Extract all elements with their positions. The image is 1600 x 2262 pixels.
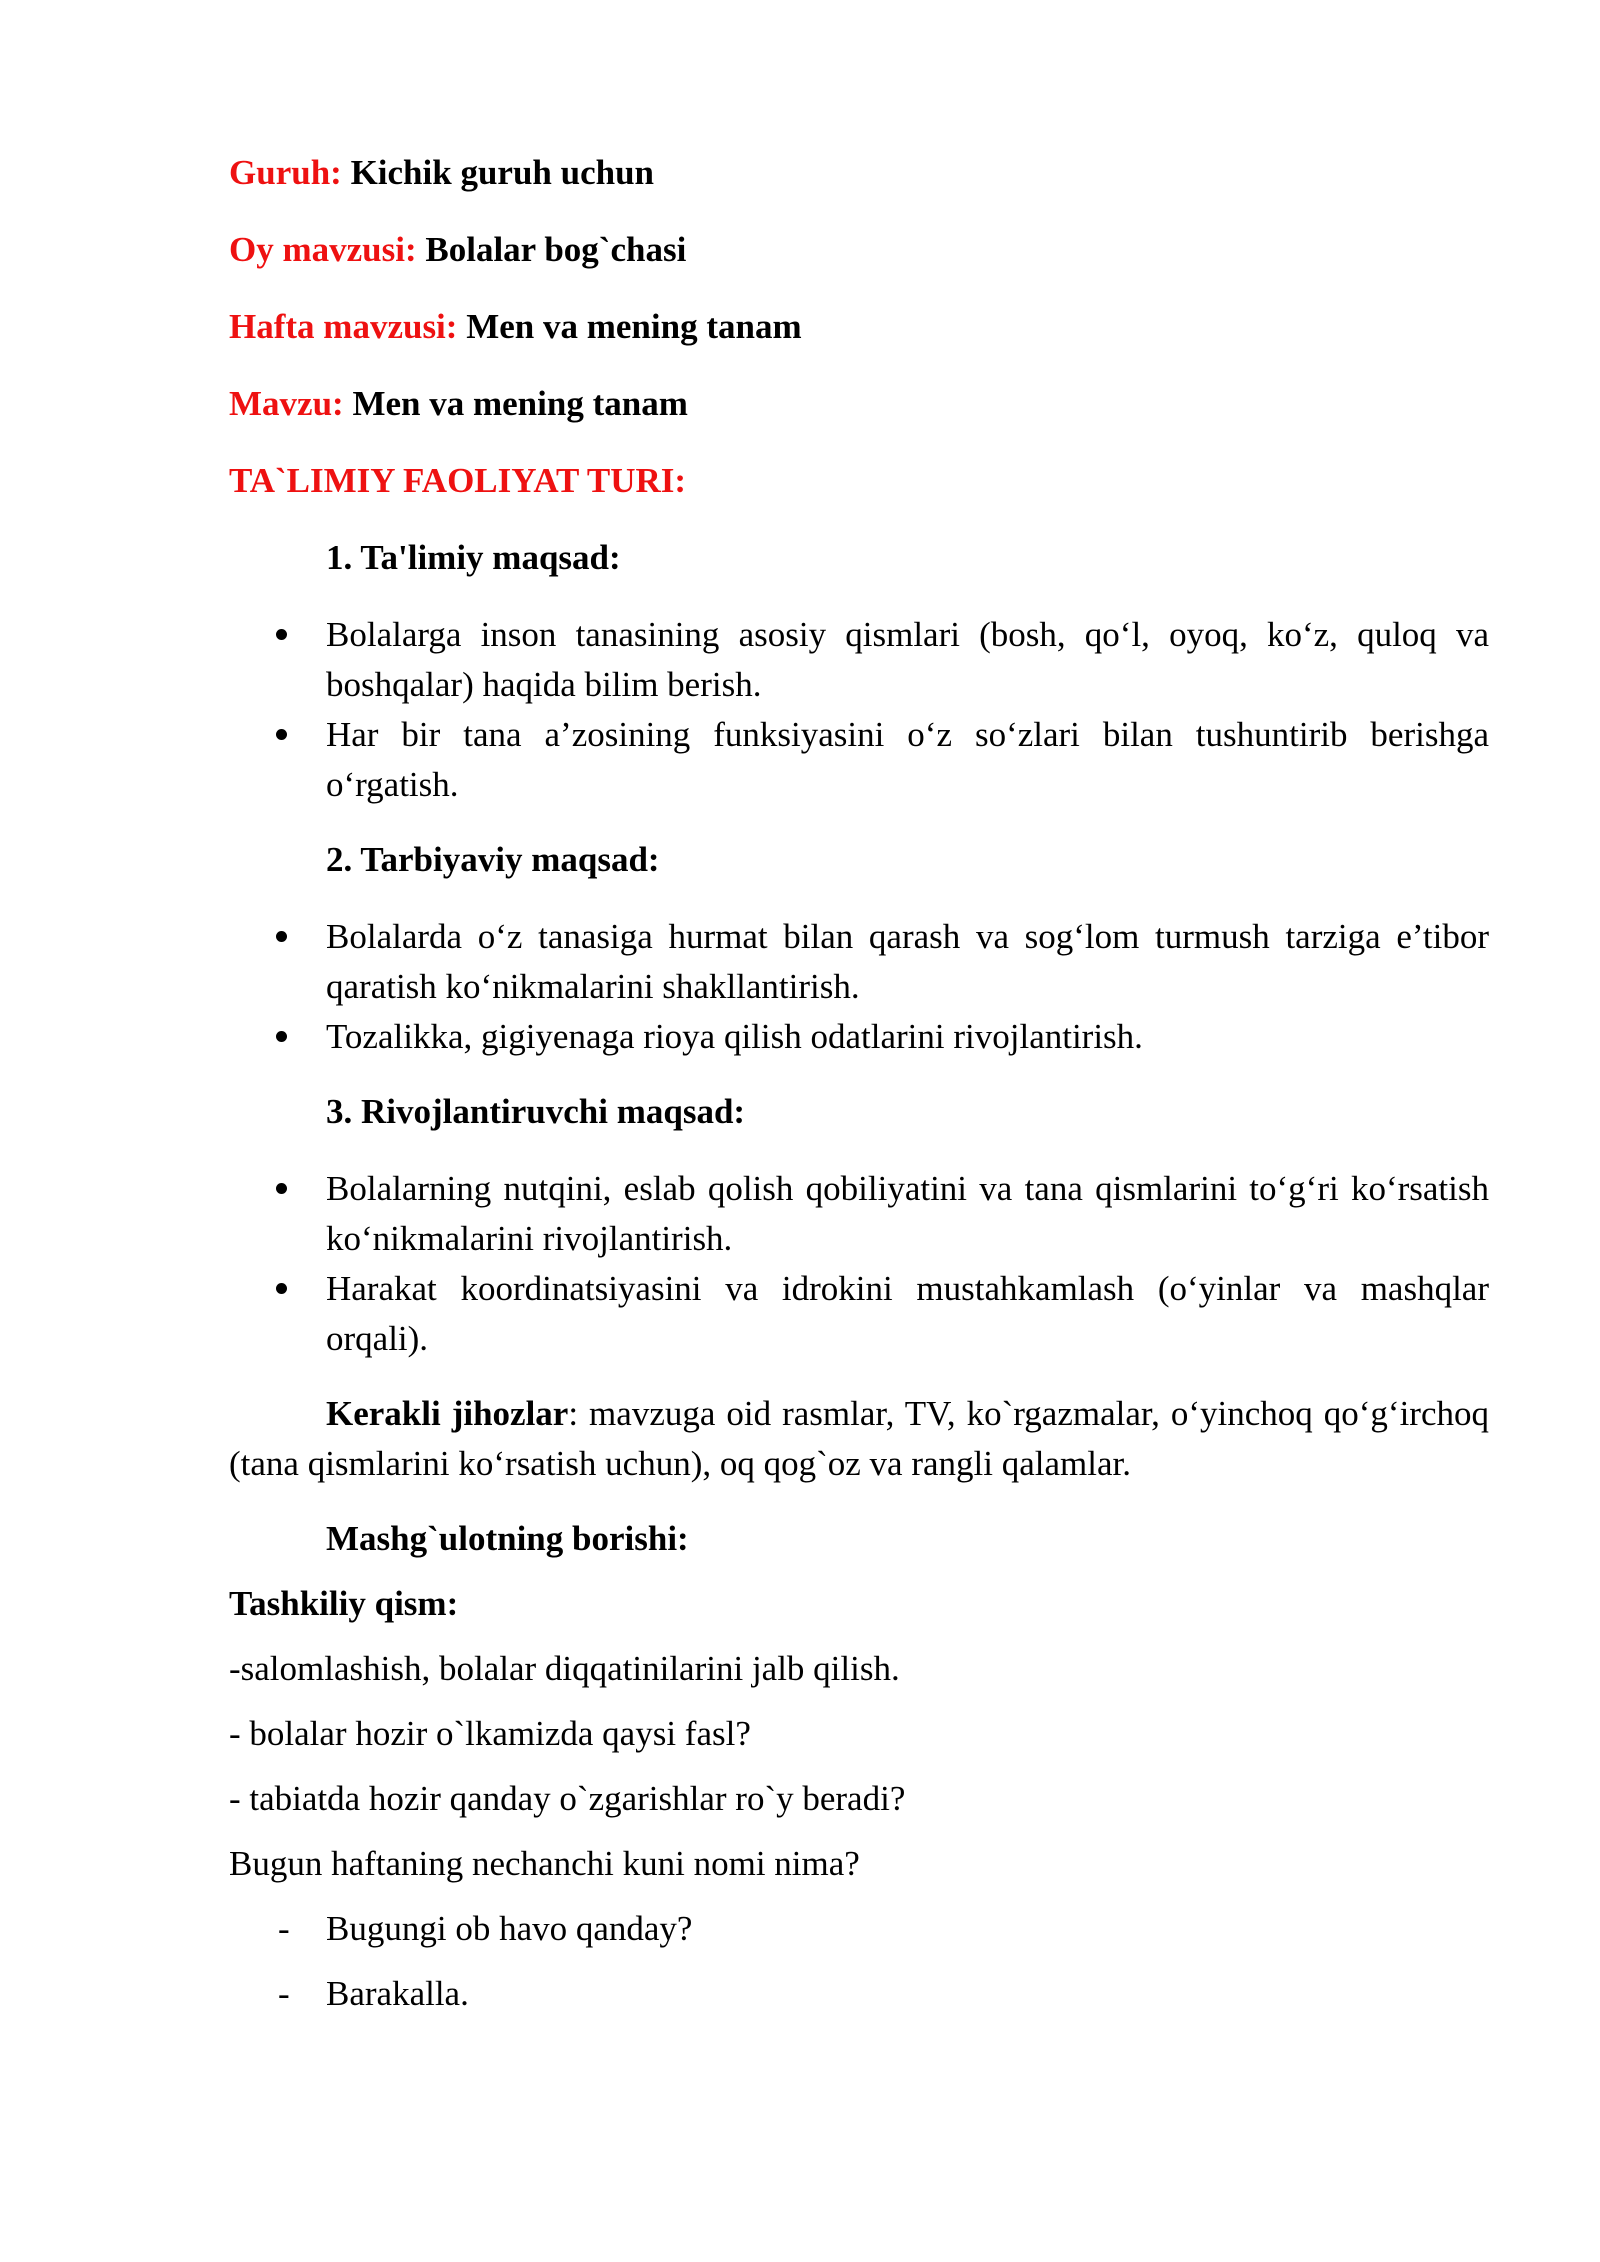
list-item [229, 1904, 1489, 1969]
list-item-text: Bolalarga inson tanasining asosiy qismlari (bosh, qo‘l, oyoq, ko‘z, quloq va boshqalar) haqida bilim berish. [326, 615, 1489, 704]
equipment-label: Kerakli jihozlar [326, 1394, 569, 1433]
list-item-text: Bolalarning nutqini, eslab qolish qobiliyatini va tana qismlarini to‘g‘ri ko‘rsatish ko‘nikmalarini rivojlantirish. [326, 1169, 1489, 1258]
topic-line [229, 379, 1489, 456]
course-heading: Mashg`ulotning borishi: [326, 1519, 689, 1558]
org-line: -salomlashish, bolalar diqqatinilarini jalb qilish. [229, 1649, 900, 1688]
objective-list-educational [229, 610, 1489, 810]
group-label: Guruh: [229, 153, 342, 192]
month-topic-value: Bolalar bog`chasi [425, 230, 687, 269]
week-topic-value: Men va mening tanam [466, 307, 802, 346]
org-line: - tabiatda hozir qanday o`zgarishlar ro`y beradi? [229, 1779, 906, 1818]
bullet-icon [276, 1031, 287, 1042]
equipment-paragraph [229, 1389, 1489, 1489]
list-item [229, 710, 1489, 810]
dash-icon: - [278, 1909, 290, 1948]
bullet-icon [276, 931, 287, 942]
bullet-icon [276, 629, 287, 640]
list-item [229, 912, 1489, 1012]
org-line: Bugun haftaning nechanchi kuni nomi nima? [229, 1844, 860, 1883]
equipment-text: : mavzuga oid rasmlar, TV, ko`rgazmalar, o‘yinchoq qo‘g‘irchoq (tana qismlarini ko‘rsatish uchun), oq qog`oz va rangli qalamlar. [229, 1394, 1489, 1483]
topic-label: Mavzu: [229, 384, 344, 423]
list-item [229, 1012, 1489, 1062]
objective-list-developmental [229, 1164, 1489, 1364]
objective-heading-educational: 1. Ta'limiy maqsad: [326, 538, 621, 577]
org-line: - bolalar hozir o`lkamizda qaysi fasl? [229, 1714, 751, 1753]
objective-list-upbringing [229, 912, 1489, 1062]
bullet-icon [276, 729, 287, 740]
org-heading: Tashkiliy qism: [229, 1584, 459, 1623]
bullet-icon [276, 1283, 287, 1294]
list-item [229, 1969, 1489, 2034]
list-item-text: Barakalla. [326, 1974, 469, 2013]
week-topic-line [229, 302, 1489, 379]
topic-value: Men va mening tanam [352, 384, 688, 423]
list-item [229, 1264, 1489, 1364]
list-item-text: Harakat koordinatsiyasini va idrokini mustahkamlash (o‘yinlar va mashqlar orqali). [326, 1269, 1489, 1358]
group-line [229, 148, 1489, 225]
list-item-text: Bolalarda o‘z tanasiga hurmat bilan qarash va sog‘lom turmush tarziga e’tibor qaratish ko‘nikmalarini shakllantirish. [326, 917, 1489, 1006]
objective-heading-upbringing: 2. Tarbiyaviy maqsad: [326, 840, 660, 879]
dash-icon: - [278, 1974, 290, 2013]
group-value: Kichik guruh uchun [350, 153, 655, 192]
list-item-text: Bugungi ob havo qanday? [326, 1909, 693, 1948]
month-topic-label: Oy mavzusi: [229, 230, 417, 269]
list-item [229, 610, 1489, 710]
dash-list [229, 1904, 1489, 2034]
list-item-text: Tozalikka, gigiyenaga rioya qilish odatlarini rivojlantirish. [326, 1017, 1143, 1056]
document-body [229, 148, 1489, 2034]
month-topic-line [229, 225, 1489, 302]
objective-heading-developmental: 3. Rivojlantiruvchi maqsad: [326, 1092, 746, 1131]
list-item-text: Har bir tana a’zosining funksiyasini o‘z so‘zlari bilan tushuntirib berishga o‘rgatish. [326, 715, 1489, 804]
list-item [229, 1164, 1489, 1264]
activity-type-heading: TA`LIMIY FAOLIYAT TURI: [229, 461, 687, 500]
bullet-icon [276, 1183, 287, 1194]
week-topic-label: Hafta mavzusi: [229, 307, 458, 346]
